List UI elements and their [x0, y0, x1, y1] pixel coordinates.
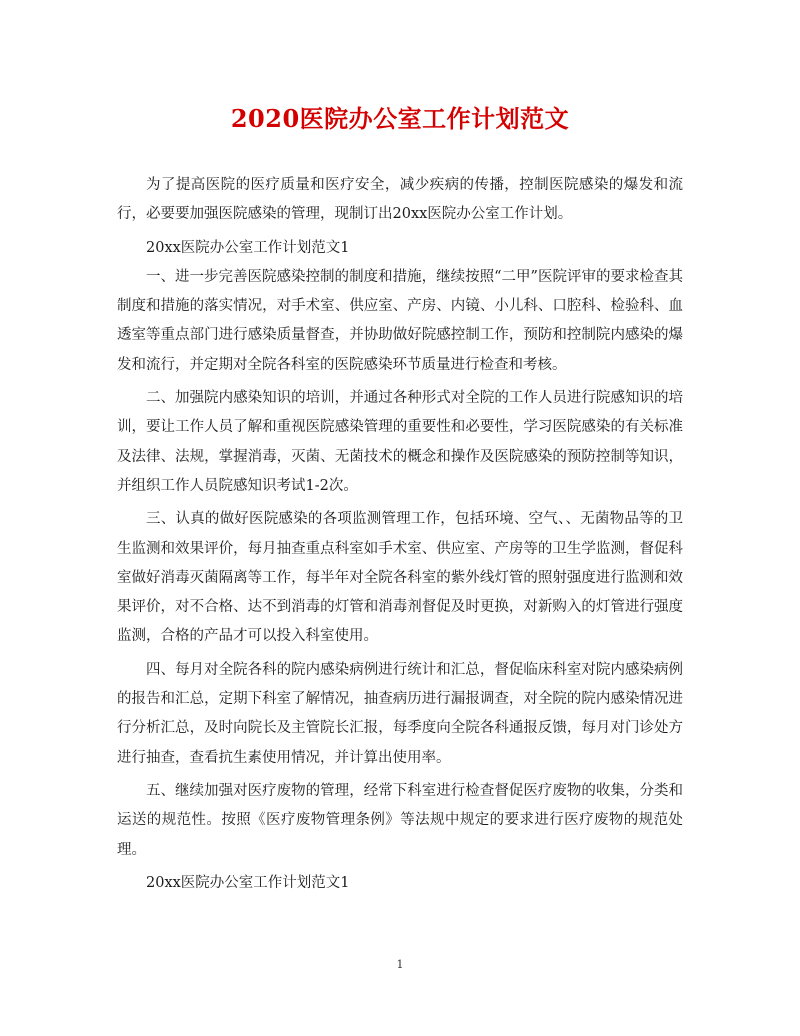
body-paragraph-4: 四、每月对全院各科的院内感染病例进行统计和汇总，督促临床科室对院内感染病例的报告和汇总，定期下科室了解情况，抽查病历进行漏报调查，对全院的院内感染情况进行分析汇总，及时向院长及主管院长汇报，每季度向全院各科通报反馈，每月对门诊处方进行抽查，查看抗生素使用情况，并计算出使用率。 — [117, 661, 683, 766]
body-paragraph-1: 一、进一步完善医院感染控制的制度和措施，继续按照“二甲”医院评审的要求检查其制度和措施的落实情况，对手术室、供应室、产房、内镜、小儿科、口腔科、检验科、血透室等重点部门进行感染质量督查，并协助做好院感控制工作，预防和控制院内感染的爆发和流行，并定期对全院各科室的医院感染环节质量进行检查和考核。 — [117, 268, 683, 373]
document-body — [117, 171, 683, 898]
intro-paragraph: 为了提高医院的医疗质量和医疗安全，减少疾病的传播，控制医院感染的爆发和流行，必要要加强医院感染的管理，现制订出20xx医院办公室工作计划。 — [117, 177, 683, 223]
section-heading: 20xx医院办公室工作计划范文1 — [146, 239, 350, 256]
body-paragraph-2: 二、加强院内感染知识的培训，并通过各种形式对全院的工作人员进行院感知识的培训，要让工作人员了解和重视医院感染管理的重要性和必要性，学习医院感染的有关标准及法律、法规，掌握消毒，灭菌、无菌技术的概念和操作及医院感染的预防控制等知识，并组织工作人员院感知识考试1-2次。 — [117, 390, 683, 494]
section-heading-repeat: 20xx医院办公室工作计划范文1 — [146, 874, 350, 891]
body-paragraph-5: 五、继续加强对医疗废物的管理，经常下科室进行检查督促医疗废物的收集，分类和运送的规范性。按照《医疗废物管理条例》等法规中规定的要求进行医疗废物的规范处理。 — [117, 782, 683, 858]
document-title: 2020医院办公室工作计划范文 — [230, 104, 570, 133]
page-number: 1 — [396, 958, 404, 971]
body-paragraph-3: 三、认真的做好医院感染的各项监测管理工作，包括环境、空气、、无菌物品等的卫生监测和效果评价，每月抽查重点科室如手术室、供应室、产房等的卫生学监测，督促科室做好消毒灭菌隔离等工作，每半年对全院各科室的紫外线灯管的照射强度进行监测和效果评价，对不合格、达不到消毒的灯管和消毒剂督促及时更换，对新购入的灯管进行强度监测，合格的产品才可以投入科室使用。 — [117, 511, 683, 645]
